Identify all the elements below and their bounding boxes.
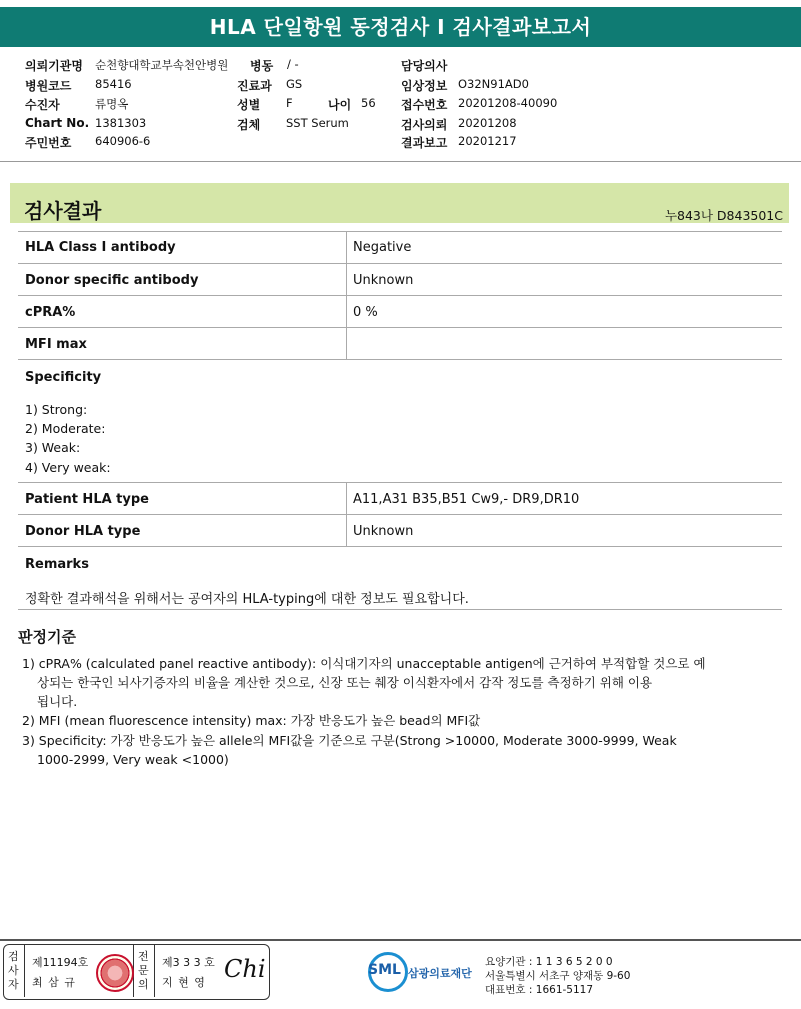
results-section-title: 검사결과 xyxy=(24,199,102,223)
remarks-text: 정확한 결과해석을 위해서는 공여자의 HLA-typing에 대한 정보도 필요합니다. xyxy=(25,592,469,607)
examiner-label: 검사자 xyxy=(8,950,19,991)
row-value-dsa: Unknown xyxy=(353,273,414,288)
criteria-line: 됩니다. xyxy=(37,694,78,709)
table-column-divider xyxy=(346,231,347,359)
value-hospital-code: 85416 xyxy=(95,77,132,91)
specialist-license: 제3 3 3 호 xyxy=(162,956,215,969)
report-title: HLA 단일항원 동정검사 I 검사결과보고서 xyxy=(0,7,801,47)
header-divider xyxy=(0,161,801,162)
label-receipt-no: 접수번호 xyxy=(401,98,448,112)
specificity-strong: 1) Strong: xyxy=(25,402,88,417)
results-section-id: 누843나 D843501C xyxy=(664,208,783,223)
table-line xyxy=(18,514,782,515)
specificity-very-weak: 4) Very weak: xyxy=(25,460,111,475)
label-request-date: 검사의뢰 xyxy=(401,118,448,132)
value-ward: / - xyxy=(287,57,299,71)
signature-box-divider xyxy=(24,945,25,997)
org-name: 삼광의료재단 xyxy=(408,967,472,980)
label-specimen: 검체 xyxy=(237,118,261,132)
seal-stamp xyxy=(96,954,134,992)
value-report-date: 20201217 xyxy=(458,134,517,148)
signature: Chi xyxy=(224,955,266,983)
label-clinical-info: 임상정보 xyxy=(401,79,448,93)
criteria-line: 상되는 한국인 뇌사기증자의 비율을 계산한 것으로, 신장 또는 췌장 이식환자에서 감작 정도를 측정하기 위해 이용 xyxy=(37,675,653,690)
row-value-cpra: 0 % xyxy=(353,305,378,320)
row-label-donor-hla: Donor HLA type xyxy=(25,524,141,539)
row-value-patient-hla: A11,A31 B35,B51 Cw9,- DR9,DR10 xyxy=(353,492,580,507)
examiner-license: 제11194호 xyxy=(32,956,89,969)
value-clinical-info: O32N91AD0 xyxy=(458,77,529,91)
label-dept: 진료과 xyxy=(237,79,272,93)
examiner-name: 최 삼 규 xyxy=(32,976,76,989)
criteria-title: 판정기준 xyxy=(18,628,76,646)
value-patient: 류명옥 xyxy=(95,97,129,111)
remarks-label: Remarks xyxy=(25,557,89,572)
row-label-patient-hla: Patient HLA type xyxy=(25,492,149,507)
label-ward: 병동 xyxy=(250,59,274,73)
table-line xyxy=(18,263,782,264)
table-line xyxy=(18,359,782,360)
criteria-line: 2) MFI (mean fluorescence intensity) max: 가장 반응도가 높은 bead의 MFI값 xyxy=(22,713,481,728)
label-age: 나이 xyxy=(328,98,352,112)
specificity-weak: 3) Weak: xyxy=(25,440,81,455)
specialist-name: 지 현 영 xyxy=(162,976,206,989)
value-request-date: 20201208 xyxy=(458,116,517,130)
table-line xyxy=(18,609,782,610)
footer-info-line: 요양기관 : 1 1 3 6 5 2 0 0 xyxy=(485,956,613,968)
logo-text: SML xyxy=(368,962,401,978)
value-chart-no: 1381303 xyxy=(95,116,147,130)
value-sex: F xyxy=(286,96,293,110)
table-line xyxy=(18,482,782,483)
value-specimen: SST Serum xyxy=(286,116,349,130)
table-line xyxy=(18,327,782,328)
row-label-cpra: cPRA% xyxy=(25,305,76,320)
table-column-divider xyxy=(346,482,347,546)
row-label-dsa: Donor specific antibody xyxy=(25,273,199,288)
specialist-label: 전문의 xyxy=(138,950,149,991)
specificity-moderate: 2) Moderate: xyxy=(25,421,106,436)
footer-info-line: 서울특별시 서초구 양재동 9-60 xyxy=(485,970,631,982)
value-receipt-no: 20201208-40090 xyxy=(458,96,558,110)
row-value-donor-hla: Unknown xyxy=(353,524,414,539)
criteria-line: 1000-2999, Very weak <1000) xyxy=(37,752,229,767)
label-resident-no: 주민번호 xyxy=(25,136,72,150)
table-line xyxy=(18,231,782,232)
label-sex: 성별 xyxy=(237,98,261,112)
label-hospital-code: 병원코드 xyxy=(25,79,72,93)
value-dept: GS xyxy=(286,77,303,91)
table-line xyxy=(18,546,782,547)
row-value-hla-class1: Negative xyxy=(353,240,412,255)
label-physician: 담당의사 xyxy=(401,59,448,73)
label-patient: 수진자 xyxy=(25,98,60,112)
label-report-date: 결과보고 xyxy=(401,136,448,150)
value-institution: 순천향대학교부속천안병원 xyxy=(95,58,229,72)
value-resident-no: 640906-6 xyxy=(95,134,151,148)
footer-info-line: 대표번호 : 1661-5117 xyxy=(485,984,594,996)
specificity-label: Specificity xyxy=(25,370,102,385)
criteria-line: 3) Specificity: 가장 반응도가 높은 allele의 MFI값을 기준으로 구분(Strong >10000, Moderate 3000-9999, Weak xyxy=(22,733,677,748)
footer-divider xyxy=(0,939,801,941)
value-age: 56 xyxy=(361,96,376,110)
row-label-mfi-max: MFI max xyxy=(25,337,87,352)
signature-box-divider xyxy=(154,945,155,997)
label-institution: 의뢰기관명 xyxy=(25,59,83,73)
label-chart-no: Chart No. xyxy=(25,116,90,130)
criteria-line: 1) cPRA% (calculated panel reactive antibody): 이식대기자의 unacceptable antigen에 근거하여 부적합할 것으로 예 xyxy=(22,656,706,671)
row-label-hla-class1: HLA Class Ⅰ antibody xyxy=(25,240,176,255)
table-line xyxy=(18,295,782,296)
